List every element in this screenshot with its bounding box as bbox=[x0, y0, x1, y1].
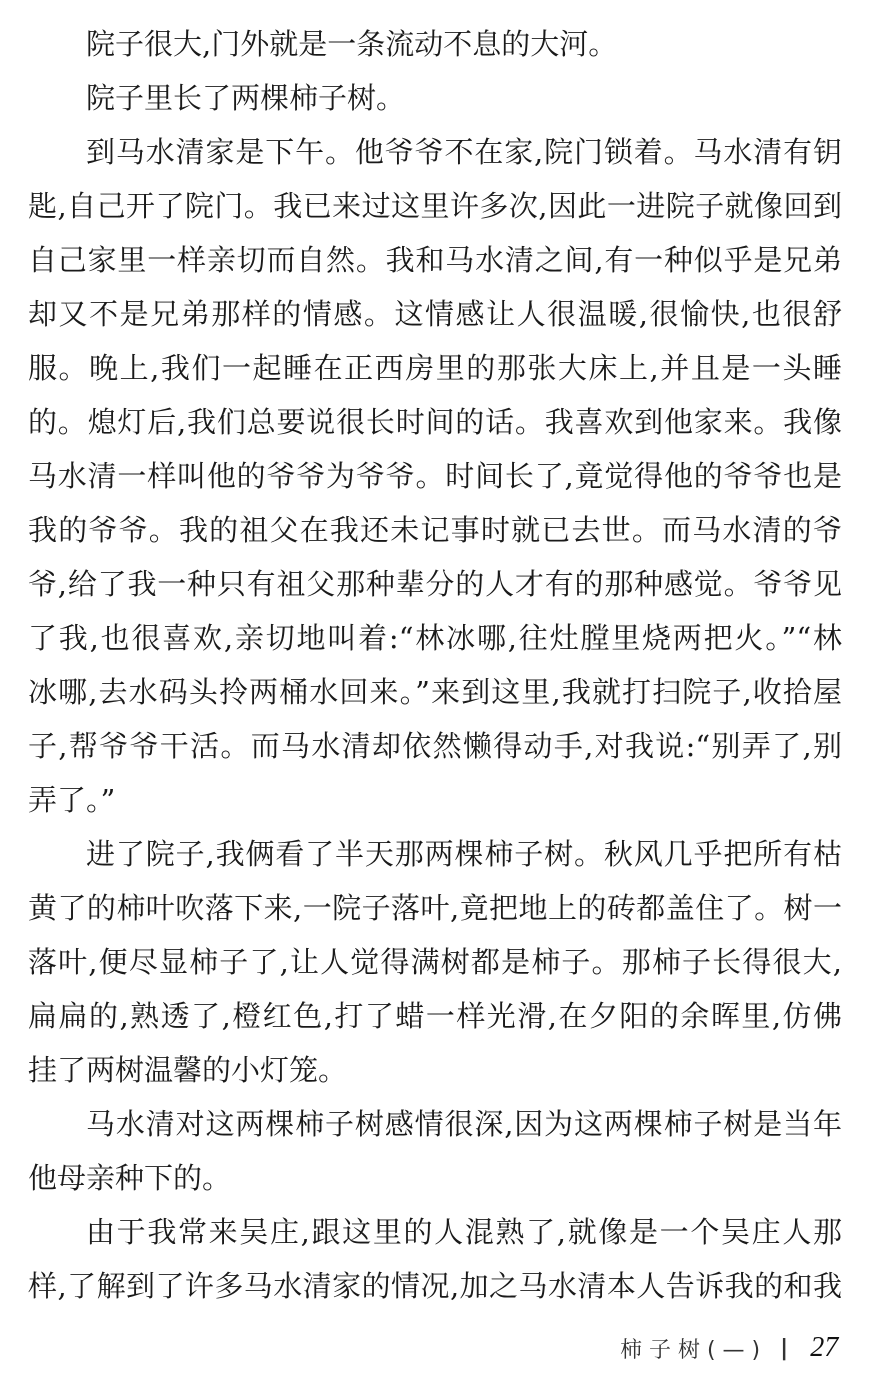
text-line: 匙,自己开了院门。我已来过这里许多次,因此一进院子就像回到 bbox=[28, 189, 842, 223]
text-line: 子,帮爷爷干活。而马水清却依然懒得动手,对我说:“别弄了,别 bbox=[28, 729, 842, 763]
text-line: 马水清对这两棵柿子树感情很深,因为这两棵柿子树是当年 bbox=[86, 1107, 842, 1141]
paragraph bbox=[28, 17, 842, 71]
page-number: 27 bbox=[810, 1332, 839, 1363]
text-line: 院子里长了两棵柿子树。 bbox=[86, 81, 406, 115]
text-line: 自己家里一样亲切而自然。我和马水清之间,有一种似乎是兄弟 bbox=[28, 243, 842, 277]
running-title: 柿 子 树 ( — ) bbox=[620, 1337, 761, 1363]
paragraph bbox=[28, 1205, 842, 1313]
text-line: 落叶,便尽显柿子了,让人觉得满树都是柿子。那柿子长得很大, bbox=[28, 945, 842, 979]
text-line: 弄了。” bbox=[28, 783, 116, 817]
text-line: 冰哪,去水码头拎两桶水回来。”来到这里,我就打扫院子,收拾屋 bbox=[28, 675, 842, 709]
text-line: 黄了的柿叶吹落下来,一院子落叶,竟把地上的砖都盖住了。树一 bbox=[28, 891, 842, 925]
text-line: 扁扁的,熟透了,橙红色,打了蜡一样光滑,在夕阳的余晖里,仿佛 bbox=[28, 999, 842, 1033]
text-line: 他母亲种下的。 bbox=[28, 1161, 232, 1195]
text-line: 挂了两树温馨的小灯笼。 bbox=[28, 1053, 348, 1087]
footer-separator: | bbox=[780, 1335, 789, 1361]
text-line: 院子很大,门外就是一条流动不息的大河。 bbox=[86, 27, 618, 61]
text-line: 由于我常来吴庄,跟这里的人混熟了,就像是一个吴庄人那 bbox=[86, 1215, 842, 1249]
text-line: 进了院子,我俩看了半天那两棵柿子树。秋风几乎把所有枯 bbox=[86, 837, 842, 871]
paragraph bbox=[28, 1097, 842, 1205]
text-line: 却又不是兄弟那样的情感。这情感让人很温暖,很愉快,也很舒 bbox=[28, 297, 842, 331]
paragraph bbox=[28, 827, 842, 1097]
text-line: 马水清一样叫他的爷爷为爷爷。时间长了,竟觉得他的爷爷也是 bbox=[28, 459, 842, 493]
text-line: 的。熄灯后,我们总要说很长时间的话。我喜欢到他家来。我像 bbox=[28, 405, 842, 439]
body-text bbox=[28, 17, 842, 1313]
text-line: 到马水清家是下午。他爷爷不在家,院门锁着。马水清有钥 bbox=[86, 135, 842, 169]
text-line: 爷,给了我一种只有祖父那种辈分的人才有的那种感觉。爷爷见 bbox=[28, 567, 842, 601]
page-footer bbox=[620, 1332, 838, 1364]
text-line: 样,了解到了许多马水清家的情况,加之马水清本人告诉我的和我 bbox=[28, 1269, 842, 1303]
text-line: 了我,也很喜欢,亲切地叫着:“林冰哪,往灶膛里烧两把火。”“林 bbox=[28, 621, 842, 655]
paragraph bbox=[28, 125, 842, 827]
text-line: 我的爷爷。我的祖父在我还未记事时就已去世。而马水清的爷 bbox=[28, 513, 842, 547]
text-line: 服。晚上,我们一起睡在正西房里的那张大床上,并且是一头睡 bbox=[28, 351, 842, 385]
paragraph bbox=[28, 71, 842, 125]
